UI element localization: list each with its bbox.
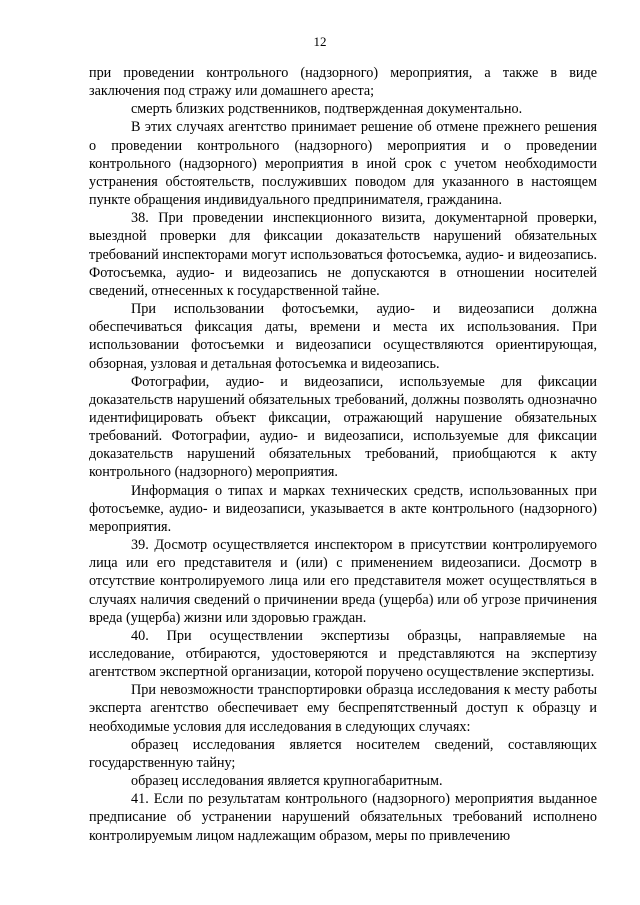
document-body	[89, 64, 597, 845]
paragraph: образец исследования является крупногабаритным.	[131, 773, 443, 790]
paragraph-item-38: 38. При проведении инспекционного визита, документарной проверки, выездной проверки для фиксации доказательств нарушений обязательных требований инспекторами могут использоваться фотосъемка, аудио- и видеозапись. Фотосъемка, аудио- и видеозапись не допускаются в отношении носителей сведений, отнесенных к государственной тайне.	[89, 210, 597, 299]
paragraph-item-40: 40. При осуществлении экспертизы образцы, направляемые на исследование, отбираются, удостоверяются и представляются на экспертизу агентством экспертной организации, которой поручено осуществление экспертизы.	[89, 627, 597, 681]
paragraph: При использовании фотосъемки, аудио- и видеозаписи должна обеспечиваться фиксация даты, времени и места их использования. При использовании фотосъемки и видеозаписи осуществляются ориентирующая, обзорная, узловая и детальная фотосъемка и видеозапись.	[89, 301, 597, 372]
paragraph: В этих случаях агентство принимает решение об отмене прежнего решения о проведении контрольного (надзорного) мероприятия и о проведении контрольного (надзорного) мероприятия в иной срок с учетом необходимости устранения обстоятельств, послуживших поводом для указанного в настоящем пункте обращения индивидуального предпринимателя, гражданина.	[89, 119, 597, 209]
paragraph: При невозможности транспортировки образца исследования к месту работы эксперта агентство обеспечивает ему беспрепятственный доступ к образцу и необходимые условия для исследования в следующих случаях:	[89, 682, 597, 735]
paragraph: Фотографии, аудио- и видеозаписи, используемые для фиксации доказательств нарушений обязательных требований, должны позволять однозначно идентифицировать объект фиксации, отражающий нарушение обязательных требований. Фотографии, аудио- и видеозаписи, используемые для фиксации доказательств нарушений обязательных требований, приобщаются к акту контрольного (надзорного) мероприятия.	[89, 373, 597, 481]
paragraph: Информация о типах и марках технических средств, использованных при фотосъемке, аудио- и видеозаписи, указывается в акте контрольного (надзорного) мероприятия.	[89, 482, 597, 535]
paragraph-item-39: 39. Досмотр осуществляется инспектором в присутствии контролируемого лица или его представителя и (или) с применением видеозаписи. Досмотр в отсутствие контролируемого лица или его представителя может осуществляться в случаях наличия сведений о причинении вреда (ущерба) или об угрозе причинения вреда (ущерба) жизни или здоровью граждан.	[89, 537, 597, 626]
paragraph: образец исследования является носителем сведений, составляющих государственную тайну;	[89, 736, 597, 771]
paragraph: смерть близких родственников, подтвержденная документально.	[131, 101, 523, 118]
page-number: 12	[313, 34, 327, 49]
paragraph-continuation: при проведении контрольного (надзорного) мероприятия, а также в виде заключения под стражу или домашнего ареста;	[89, 65, 597, 100]
paragraph-item-41: 41. Если по результатам контрольного (надзорного) мероприятия выданное предписание об устранении нарушений обязательных требований исполнено контролируемым лицом надлежащим образом, меры по привлечению	[89, 791, 597, 844]
